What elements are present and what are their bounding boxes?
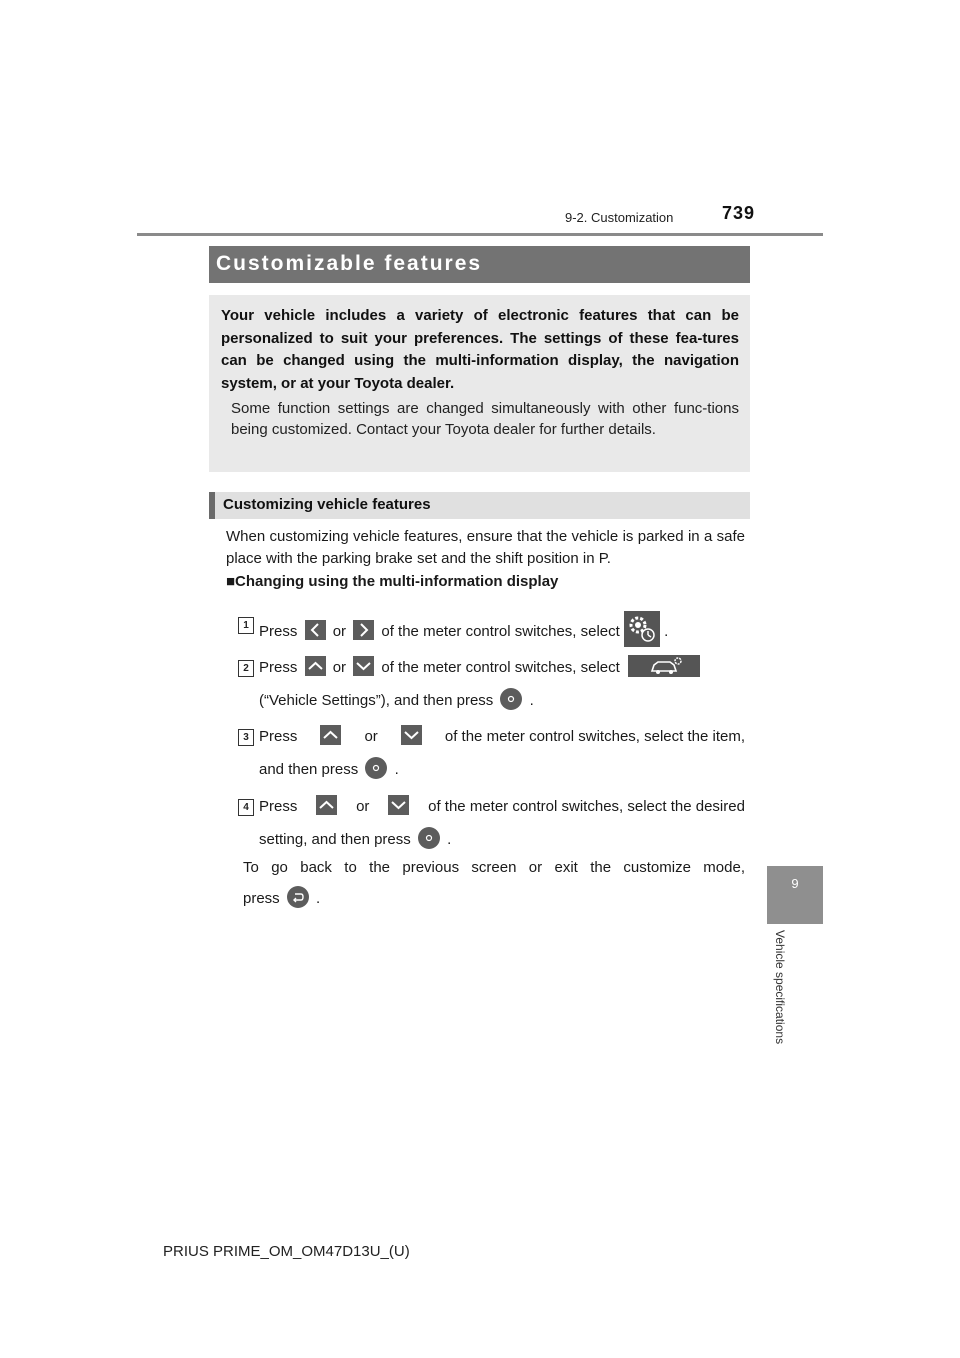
step-text: of the meter control switches, select the desired: [428, 798, 745, 815]
chevron-up-icon: [305, 656, 326, 676]
step-text: .: [447, 831, 452, 848]
step-text: Press: [259, 728, 298, 745]
note-text-line2: [243, 888, 320, 910]
step-number-2: 2: [238, 660, 254, 677]
vehicle-settings-icon: [628, 655, 700, 677]
note-text: To go back to the previous screen or exit the customize mode,: [243, 859, 745, 876]
step-text: Press: [259, 659, 298, 676]
step-text: or: [332, 622, 347, 640]
settings-gear-icon: [624, 611, 660, 647]
chapter-tab-label: Vehicle specifications: [773, 930, 787, 1045]
step-text: .: [529, 692, 534, 709]
step-text: or: [332, 659, 347, 676]
step-number-1: 1: [238, 617, 254, 634]
step-text: .: [664, 622, 669, 640]
chevron-up-icon: [320, 725, 341, 745]
step-text: .: [394, 761, 399, 778]
step-3-text-line2: [259, 759, 399, 781]
step-text: Press: [259, 798, 298, 815]
step-text: of the meter control switches, select the item,: [444, 728, 745, 745]
step-text: or: [364, 728, 378, 745]
footer-model-code: PRIUS PRIME_OM_OM47D13U_(U): [163, 1243, 410, 1260]
intro-note-text: Some function settings are changed simultaneously with other func-tions being customized. Contact your Toyota dealer for further details.: [231, 400, 739, 438]
chapter-tab: [767, 866, 823, 924]
page-number: 739: [722, 203, 756, 223]
subsection-title: Customizing vehicle features: [223, 496, 431, 513]
intro-bold-text: Your vehicle includes a variety of electronic features that can be personalized to suit your preferences. The settings of these fea-tures can be changed using the multi-information display, the navigation system, or at your Toyota dealer.: [221, 307, 739, 392]
intro-paragraph: When customizing vehicle features, ensure that the vehicle is parked in a safe place with the parking brake set and the shift position in P.: [226, 528, 745, 567]
note-text-post: .: [316, 890, 321, 907]
chevron-right-icon: [353, 620, 374, 640]
step-text: setting, and then press: [259, 831, 411, 848]
note-text-pre: press: [243, 890, 280, 907]
step-4-text: [259, 796, 745, 818]
chevron-down-icon: [353, 656, 374, 676]
step-text: Press: [259, 622, 298, 640]
header-rule: [137, 233, 823, 236]
step-text: or: [356, 798, 370, 815]
bullet-heading: ■Changing using the multi-information display: [226, 573, 559, 590]
ok-button-icon: [365, 757, 387, 779]
chevron-down-icon: [388, 795, 409, 815]
step-text: of the meter control switches, select: [381, 622, 620, 640]
ok-button-icon: [500, 688, 522, 710]
step-text: and then press: [259, 761, 359, 778]
subsection-accent: [209, 492, 215, 519]
step-number-4: 4: [238, 799, 254, 816]
page-title: Customizable features: [216, 252, 483, 275]
step-1-text: [259, 614, 669, 640]
step-4-text-line2: [259, 829, 451, 851]
chevron-down-icon: [401, 725, 422, 745]
chevron-up-icon: [316, 795, 337, 815]
ok-button-icon: [418, 827, 440, 849]
step-2-text: [259, 657, 700, 679]
step-number-3: 3: [238, 729, 254, 746]
chapter-tab-number: 9: [791, 876, 799, 891]
section-heading: 9-2. Customization: [565, 210, 674, 225]
back-button-icon: [287, 886, 309, 908]
chevron-left-icon: [305, 620, 326, 640]
step-3-text: [259, 726, 745, 748]
step-2-text-line2: [259, 690, 534, 712]
step-text: (“Vehicle Settings”), and then press: [259, 692, 494, 709]
step-text: of the meter control switches, select: [381, 659, 620, 676]
